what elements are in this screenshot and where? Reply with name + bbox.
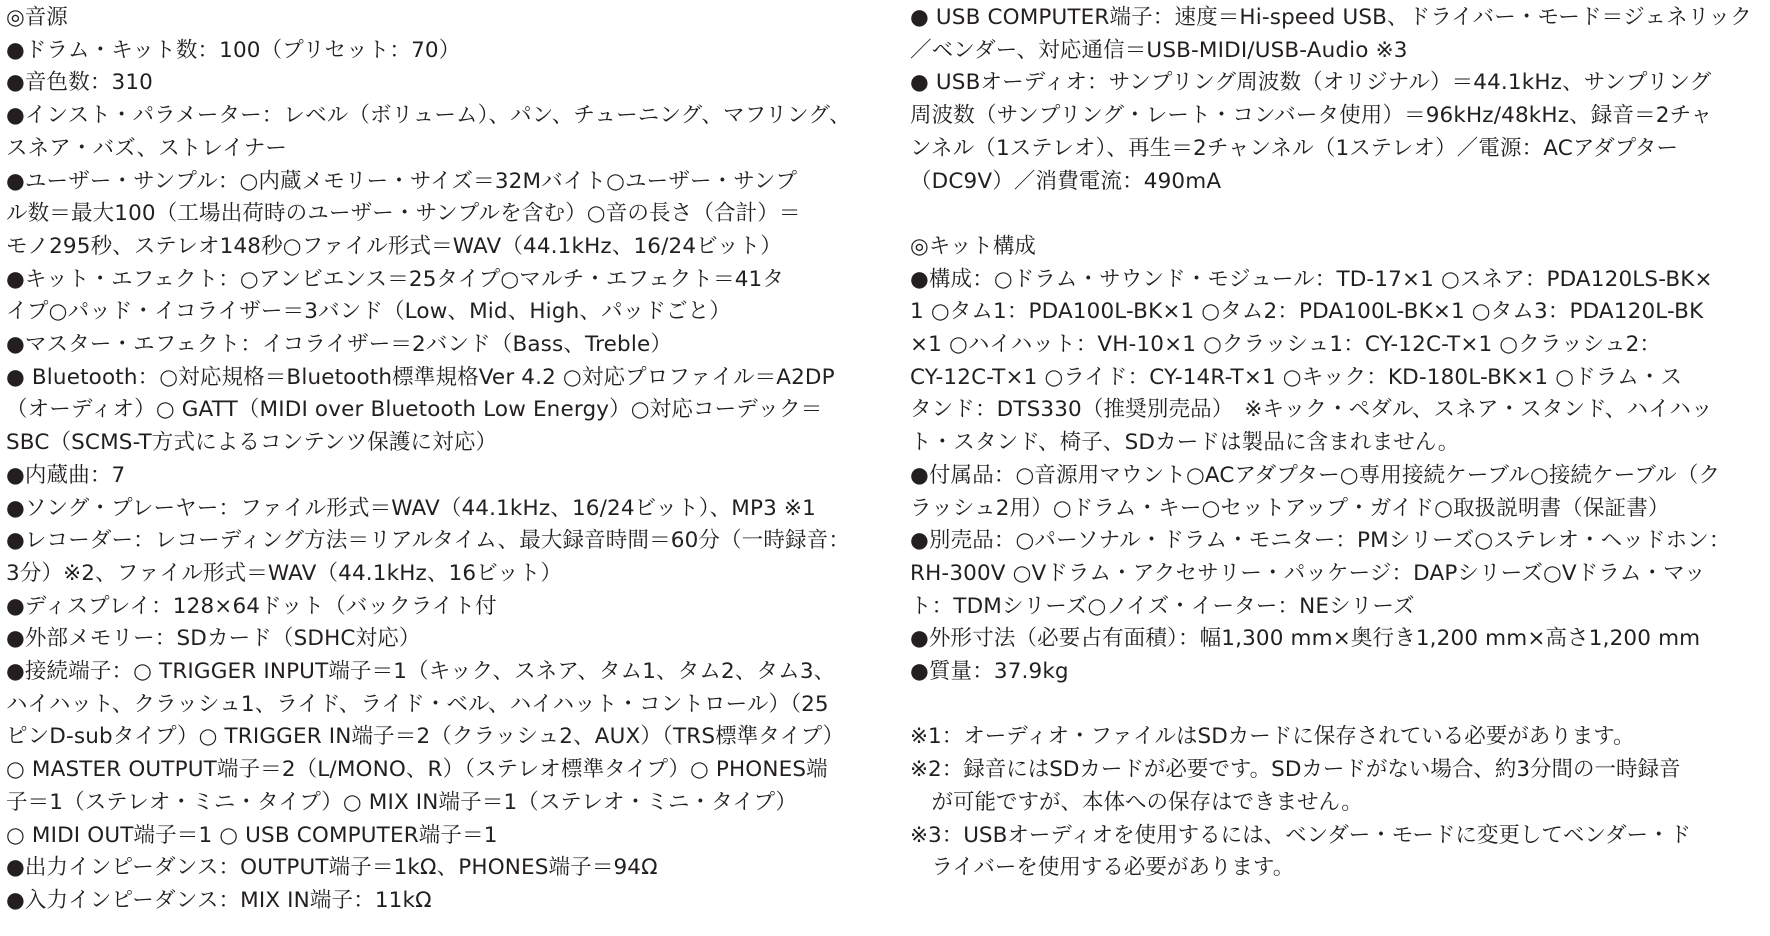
spec-kit-components: ●構成：○ドラム・サウンド・モジュール：TD-17×1 ○スネア：PDA120LS-BK× 1 ○タム1：PDA100L-BK×1 ○タム2：PDA100L-BK×1 ○タム3：PDA120L-BK ×1 ○ハイハット：VH-10×1 ○クラッシュ1：CY-12C-T×1 ○クラッシュ2： CY-12C-T×1 ○ライド：CY-14R-T×1 ○キック：KD-180L-BK×1 ○ドラム・ス タンド：DTS330（推奨別売品） ※キック・ペダル、スネア・スタンド、ハイハッ ト・スタンド、椅子、SDカードは製品に含まれません。 (910, 266, 1713, 456)
spec-kit-effects: ●キット・エフェクト：○アンビエンス＝25タイプ○マルチ・エフェクト＝41タ イプ○パッド・イコライザー＝3バンド（Low、Mid、High、パッドごと） (6, 266, 785, 325)
spec-display: ●ディスプレイ：128×64ドット（バックライト付 (6, 593, 497, 619)
spec-options: ●別売品：○パーソナル・ドラム・モニター：PMシリーズ○ステレオ・ヘッドホン： RH-300V ○Vドラム・アクセサリー・パッケージ：DAPシリーズ○Vドラム・マッ ト：TDMシリーズ○ノイズ・イーター：NEシリーズ (910, 528, 1731, 619)
spec-bluetooth: ● Bluetooth：○対応規格＝Bluetooth標準規格Ver 4.2 ○対応プロファイル＝A2DP （オーディオ）○ GATT（MIDI over Bluetooth Low Energy）○対応コーデック＝ SBC（SCMS-T方式によるコンテンツ保護に対応） (6, 364, 835, 456)
right-column (910, 2, 1765, 885)
spec-drum-kits: ●ドラム・キット数：100（プリセット：70） (6, 37, 461, 63)
spec-input-impedance: ●入力インピーダンス：MIX IN端子：11kΩ (6, 887, 432, 913)
footnote-2: ※2：録音にはSDカードが必要です。SDカードがない場合、約3分間の一時録音 が可能ですが、本体への保存はできません。 (910, 757, 1681, 815)
sound-source-heading: ◎音源 (6, 5, 68, 30)
section-spacer (910, 689, 1765, 722)
spec-internal-songs: ●内蔵曲：7 (6, 462, 126, 488)
spec-user-sample: ●ユーザー・サンプル：○内蔵メモリー・サイズ＝32Mバイト○ユーザー・サンプ ル数＝最大100（工場出荷時のユーザー・サンプルを含む）○音の長さ（合計）＝ モノ295秒、ステレオ148秒○ファイル形式＝WAV（44.1kHz、16/24ビット） (6, 168, 801, 259)
spec-song-player: ●ソング・プレーヤー：ファイル形式＝WAV（44.1kHz、16/24ビット）、MP3 ※1 (6, 495, 816, 521)
spec-weight: ●質量：37.9kg (910, 659, 1069, 685)
spec-inst-parameters: ●インスト・パラメーター：レベル（ボリューム）、パン、チューニング、マフリング、 スネア・バズ、ストレイナー (6, 103, 851, 161)
spec-tones: ●音色数：310 (6, 70, 153, 96)
spec-recorder: ●レコーダー：レコーディング方法＝リアルタイム、最大録音時間＝60分（一時録音： 3分）※2、ファイル形式＝WAV（44.1kHz、16ビット） (6, 528, 850, 586)
spec-connectors: ●接続端子：○ TRIGGER INPUT端子＝1（キック、スネア、タム1、タム2、タム3、 ハイハット、クラッシュ1、ライド、ライド・ベル、ハイハット・コントロール）（25 ピンD-subタイプ）○ TRIGGER IN端子＝2（クラッシュ2、AUX）（TRS標準タイプ） ○ MASTER OUTPUT端子＝2（L/MONO、R）（ステレオ標準タイプ）○ PHONES端 子＝1（ステレオ・ミニ・タイプ）○ MIX IN端子＝1（ステレオ・ミニ・タイプ） ○ MIDI OUT端子＝1 ○ USB COMPUTER端子＝1 (6, 659, 845, 848)
spec-usb-computer: ● USB COMPUTER端子：速度＝Hi-speed USB、ドライバー・モード＝ジェネリック ／ベンダー、対応通信＝USB-MIDI/USB-Audio ※3 (910, 5, 1752, 63)
spec-external-memory: ●外部メモリー：SDカード（SDHC対応） (6, 626, 421, 652)
left-column (6, 2, 876, 918)
spec-output-impedance: ●出力インピーダンス：OUTPUT端子＝1kΩ、PHONES端子＝94Ω (6, 855, 658, 881)
spec-accessories: ●付属品：○音源用マウント○ACアダプター○専用接続ケーブル○接続ケーブル（ク ラッシュ2用）○ドラム・キー○セットアップ・ガイド○取扱説明書（保証書） (910, 462, 1721, 521)
spec-master-effects: ●マスター・エフェクト：イコライザー＝2バンド（Bass、Treble） (6, 332, 673, 358)
footnote-1: ※1：オーディオ・ファイルはSDカードに保存されている必要があります。 (910, 724, 1635, 750)
kit-configuration-heading: ◎キット構成 (910, 233, 1036, 259)
spec-usb-audio: ● USBオーディオ：サンプリング周波数（オリジナル）＝44.1kHz、サンプリング 周波数（サンプリング・レート・コンバータ使用）＝96kHz/48kHz、録音＝2チャ ンネル（1ステレオ）、再生＝2チャンネル（1ステレオ）／電源：ACアダプター （DC9V）／消費電流：490mA (910, 70, 1713, 194)
spec-dimensions: ●外形寸法（必要占有面積）：幅1,300 mm×奥行き1,200 mm×高さ1,200 mm (910, 626, 1701, 652)
footnote-3: ※3：USBオーディオを使用するには、ベンダー・モードに変更してベンダー・ド ライバーを使用する必要があります。 (910, 822, 1692, 881)
section-spacer (910, 198, 1765, 231)
